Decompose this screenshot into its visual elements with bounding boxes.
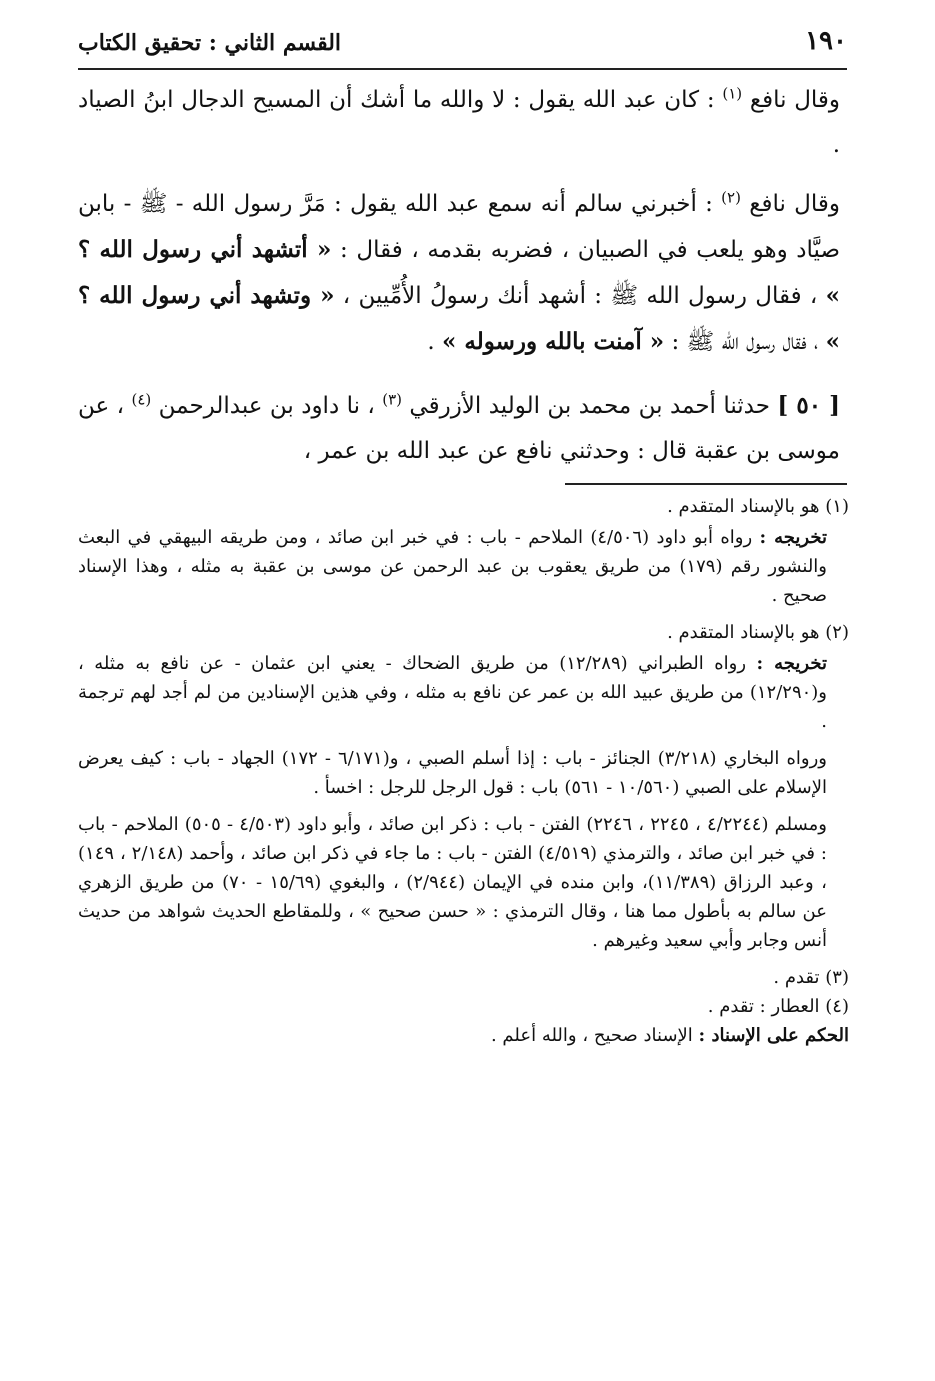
- quote-answer: « آمنت بالله ورسوله »: [442, 328, 665, 355]
- footnote-ref-1: (١): [722, 84, 743, 103]
- section-title: القسم الثاني : تحقيق الكتاب: [78, 30, 342, 56]
- muslim-note: ومسلم (٤/٢٢٤٤ ، ٢٢٤٥ ، ٢٢٤٦) الفتن - باب : ذكر ابن صائد ، وأبو داود (٤/٥٠٣ - ٥٠٥) الملاحم - باب : في خبر ابن صائد ، والترمذي (٤/٥١٩) الفتن - باب : ما جاء في ذكر ابن صائد ، وأحمد (٢/١٤٨ ، ١٤٩) ، وعبد الرزاق (١١/٣٨٩)، وابن منده في الإيمان (٢/٩٤٤) ، والبغوي (١٥/٦٩ - ٧٠) من طريق الزهري عن سالم به بأطول مما هنا ، وقال الترمذي : « حسن صحيح » ، وللمقاطع الحديث شواهد من حديث أنس وجابر وأبي سعيد وغيرهم .: [78, 814, 827, 951]
- footnote-divider: [565, 483, 847, 485]
- verdict-label: الحكم على الإسناد :: [698, 1025, 849, 1046]
- takhrij-label: تخريجه :: [756, 653, 827, 674]
- bukhari-note: ورواه البخاري (٣/٢١٨) الجنائز - باب : إذا أسلم الصبي ، و(٦/١٧١ - ١٧٢) الجهاد - باب : كيف يعرض الإسلام على الصبي (١٠/٥٦٠ - ٥٦١) باب : قول الرجل للرجل : اخسأ .: [78, 748, 827, 798]
- footnote-1-takhrij: تخريجه : رواه أبو داود (٤/٥٠٦) الملاحم - باب : في خبر ابن صائد ، ومن طريقه البيهقي في البعث والنشور رقم (١٧٩) من طريق يعقوب بن عبد الرحمن عن موسى بن عقبة به مثله ، وهذا الإسناد صحيح .: [78, 527, 828, 606]
- footnote-ref-4: (٤): [131, 390, 152, 409]
- footnote-ref-3: (٣): [382, 390, 403, 409]
- isnad-verdict: الحكم على الإسناد : الإسناد صحيح ، والله أعلم .: [490, 1025, 849, 1046]
- footnote-ref-2: (٢): [721, 188, 741, 207]
- footnote-2-takhrij: تخريجه : رواه الطبراني (١٢/٢٨٩) من طريق الضحاك - يعني ابن عثمان - عن نافع به مثله ، و(١٢/٢٩٠) من طريق عبيد الله بن عمر عن نافع به مثله ، وفي هذين الإسنادين من لم أجد لهم ترجمة . ورواه البخاري (٣/٢١٨) الجنائز - باب : إذا أسلم الصبي ، و(٦/١٧١ - ١٧٢) الجهاد - باب : كيف يعرض الإسلام على الصبي (١٠/٥٦٠ - ٥٦١) باب : قول الرجل للرجل : اخسأ . ومسلم (٤/٢٢٤٤ ، ٢٢٤٥ ، ٢٢٤٦) الفتن - باب : ذكر ابن صائد ، وأبو داود (٤/٥٠٣ - ٥٠٥) الملاحم - باب : في خبر ابن صائد ، والترمذي (٤/٥١٩) الفتن - باب : ما جاء في ذكر ابن صائد ، وأحمد (٢/١٤٨ ، ١٤٩) ، وعبد الرزاق (١١/٣٨٩)، وابن منده في الإيمان (٢/٩٤٤) ، والبغوي (١٥/٦٩ - ٧٠) من طريق الزهري عن سالم به بأطول مما هنا ، وقال الترمذي : « حسن صحيح » ، وللمقاطع الحديث شواهد من حديث أنس وجابر وأبي سعيد وغيرهم .: [78, 649, 827, 955]
- footnote-4: (٤) العطار : تقدم .: [707, 996, 849, 1017]
- hadith-50: [ ٥٠ ] حدثنا أحمد بن محمد بن الوليد الأزرقي $^{(٣)}$ ، نا داود بن عبدالرحمن $^{(٤)}$ ، عن موسى بن عقبة قال : وحدثني نافع عن عبد الله بن عمر ،: [78, 390, 841, 464]
- page-header: [78, 22, 847, 68]
- main-text: [78, 78, 840, 488]
- footnote-3: (٣) تقدم .: [773, 967, 849, 988]
- hadith-number: [ ٥٠ ]: [777, 392, 841, 419]
- quote-question-1: « أتشهد أني رسول الله ؟ »: [78, 236, 841, 309]
- footnote-2: (٢) هو بالإسناد المتقدم .: [667, 622, 849, 643]
- paragraph-nafi-2: وقال نافع $^{(٢)}$ : أخبرني سالم أنه سمع عبد الله يقول : مَرَّ رسول الله - ﷺ - بابن صيَّاد وهو يلعب في الصبيان ، فضربه بقدمه ، فقال : « أتشهد أني رسول الله ؟ » ، فقال رسول الله ﷺ : أشهد أنك رسولُ الأُمِّيين ، « وتشهد أني رسول الله ؟ » ، فقال رسول الله ﷺ : « آمنت بالله ورسوله » .: [78, 188, 841, 355]
- header-divider: [78, 68, 847, 70]
- paragraph-nafi-1: وقال نافع $^{(١)}$ : كان عبد الله يقول : لا والله ما أشك أن المسيح الدجال ابنُ الصياد .: [78, 84, 841, 158]
- footnotes: [78, 492, 849, 1050]
- quote-question-2: « وتشهد أني رسول الله ؟ »: [78, 282, 840, 355]
- takhrij-label: تخريجه :: [759, 527, 827, 548]
- page-number: ١٩٠: [805, 26, 847, 56]
- footnote-1: (١) هو بالإسناد المتقدم .: [667, 496, 849, 517]
